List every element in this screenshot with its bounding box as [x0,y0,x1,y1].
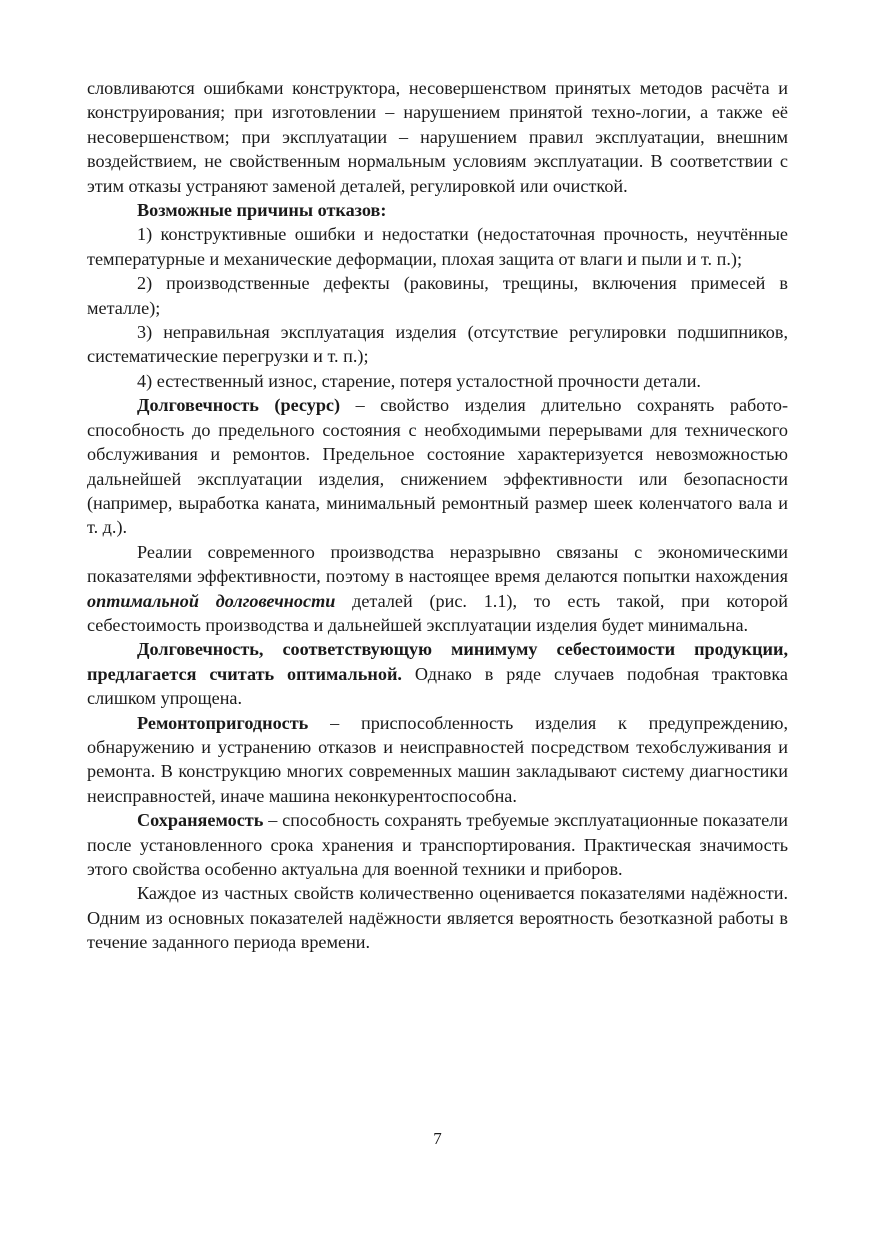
text-span: 1) конструктивные ошибки и недостатки (недостаточная прочность, неучтённые температурные и механические деформации, плохая защита от влаги и пыли и т. п.); [87,224,788,269]
bold-italic-term: оптимальной долговечности [87,590,336,611]
bold-term: Долговечность (ресурс) [137,395,341,416]
text-span: 3) неправильная эксплуатация изделия (отсутствие регулировки подшипников, систематические перегрузки и т. п.); [87,322,788,367]
bold-term: Сохраняемость [137,810,264,831]
bold-statement: Долговечность, соответствующую минимуму себестоимости продукции, предлагается считать оптимальной. [87,639,788,684]
body-text [87,76,788,955]
text-span: Однако в ряде случаев подобная трактовка слишком упрощена. [87,663,788,709]
text-span: Каждое из частных свойств количественно оценивается показателями надёжности. Одним из основных показателей надёжности является вероятность безотказной работы в течение заданного периода времени. [87,883,788,953]
text-span: словливаются ошибками конструктора, несовершенством принятых методов расчёта и конструирования; при изготовлении – нарушением принятой техно-логии, а также её несовершенством; при эксплуатации – нарушением правил эксплуатации, внешним воздействием, не свойственным нормальным условиям эксплуатации. В соответствии с этим отказы устраняют заменой деталей, регулировкой или очисткой. [87,78,788,196]
list-item-2 [87,271,788,320]
list-item-3 [87,320,788,369]
list-item-1 [87,222,788,271]
bold-heading: Возможные причины отказов: [137,200,387,221]
text-span: 4) естественный износ, старение, потеря усталостной прочности детали. [137,370,701,391]
paragraph-optimal-definition [87,637,788,710]
bold-term: Ремонтопригодность [137,712,309,733]
paragraph-reliability-indicators [87,881,788,954]
paragraph-failure-causes-intro [87,76,788,198]
list-item-4 [87,369,788,393]
text-span: – способность сохранять требуемые эксплуатационные показатели после установленного срока хранения и транспортирования. Практическая значимость этого свойства особенно актуальна для военной техники и приборов. [87,810,788,879]
text-span: деталей (рис. 1.1), то есть такой, при которой себестоимость производства и дальнейшей эксплуатации изделия будет минимальна. [87,590,789,635]
paragraph-maintainability [87,711,788,809]
text-span: 2) производственные дефекты (раковины, трещины, включения примесей в металле); [87,273,788,318]
paragraph-durability [87,393,788,539]
text-span: – свойство изделия длительно сохранять работоспособность до предельного состояния с необходимыми перерывами для технического обслуживания и ремонтов. Предельное состояние характеризуется невозможностью дальнейшей эксплуатации изделия, снижением эффективности или безопасности (например, выработка каната, минимальный ремонтный размер шеек коленчатого вала и т. д.). [87,395,788,538]
paragraph-optimal-durability [87,540,788,638]
page-number: 7 [433,1129,442,1148]
text-span: Реалии современного производства неразрывно связаны с экономическими показателями эффективности, поэтому в настоящее время делаются попытки нахождения [87,541,788,587]
paragraph-heading-possible-causes [87,198,788,222]
text-span: – приспособленность изделия к предупреждению, обнаружению и устранению отказов и неисправностей посредством техобслуживания и ремонта. В конструкцию многих современных машин закладывают систему диагностики неисправностей, иначе машина неконкурентоспособна. [87,712,788,806]
paragraph-storability [87,808,788,881]
